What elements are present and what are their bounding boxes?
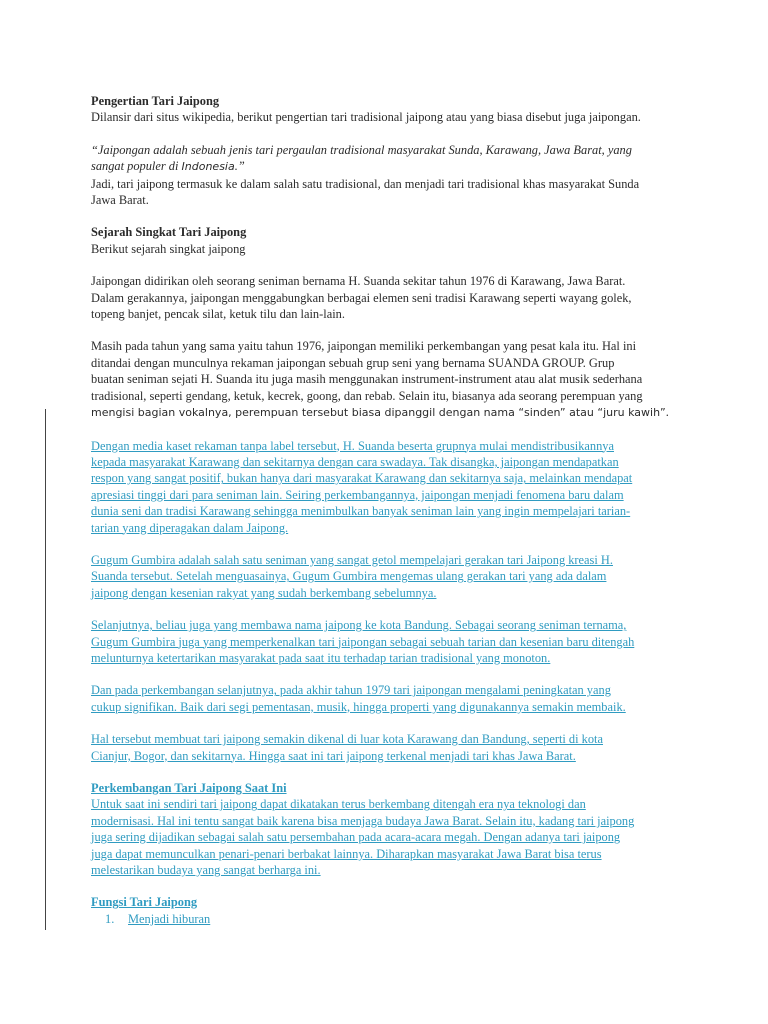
- sejarah-para-7-link[interactable]: [91, 731, 691, 764]
- fungsi-section-link[interactable]: [91, 894, 691, 927]
- text-line: mengisi bagian vokalnya, perempuan tersebut biasa dipanggil dengan nama “sinden” atau “juru kawih”.: [91, 405, 669, 420]
- pengertian-intro: Dilansir dari situs wikipedia, berikut pengertian tari tradisional jaipong atau yang biasa disebut juga jaipongan.: [91, 110, 641, 125]
- text-line: topeng banjet, pencak silat, ketuk tilu dan lain-lain.: [91, 307, 345, 322]
- text-line: buatan seniman sejati H. Suanda itu juga masih menggunakan instrument-instrument atau alat musik sederhana: [91, 372, 643, 387]
- text-line: melestarikan budaya yang sangat berharga ini.: [91, 863, 321, 878]
- perkembangan-section-link[interactable]: [91, 780, 691, 878]
- text-line: Selanjutnya, beliau juga yang membawa nama jaipong ke kota Bandung. Sebagai seorang seniman ternama,: [91, 618, 627, 633]
- heading-perkembangan: Perkembangan Tari Jaipong Saat Ini: [91, 781, 287, 795]
- sejarah-para-1: [91, 273, 691, 322]
- text-line: respon yang sangat positif, bukan hanya dari masyarakat Karawang dan sekitarnya saja, melainkan mendapat: [91, 471, 633, 486]
- quote-line-2: sangat populer di Indonesia.”: [91, 159, 245, 174]
- change-bar: [45, 409, 46, 930]
- text-line: apresiasi tinggi dari para seniman lain. Seiring perkembangannya, jaipongan menjadi fenomena baru dalam: [91, 487, 624, 502]
- pengertian-para-2: Jawa Barat.: [91, 193, 149, 208]
- text-line: Jaipongan didirikan oleh seorang seniman bernama H. Suanda sekitar tahun 1976 di Karawang, Jawa Barat.: [91, 274, 626, 289]
- text-line: Dengan media kaset rekaman tanpa label tersebut, H. Suanda beserta grupnya mulai mendistribusikannya: [91, 438, 614, 453]
- heading-fungsi: Fungsi Tari Jaipong: [91, 895, 198, 910]
- sejarah-para-5-link[interactable]: [91, 617, 691, 666]
- text-line: kepada masyarakat Karawang dan sekitarnya dengan cara swadaya. Tak disangka, jaipongan mendapatkan: [91, 454, 619, 469]
- sejarah-intro: Berikut sejarah singkat jaipong: [91, 241, 246, 256]
- text-line: tradisional, seperti gendang, ketuk, kecrek, goong, dan rebab. Selain itu, biasanya ada seorang perempuan yang: [91, 388, 643, 403]
- indonesia-word: Indonesia: [181, 160, 235, 174]
- text-line: Gugum Gumbira juga yang memperkenalkan tari jaipongan sebagai sebuah tarian dan kesenian baru ditengah: [91, 634, 635, 649]
- text-line: jaipong dengan kesenian rakyat yang sudah berkembang sebelumnya.: [91, 585, 437, 600]
- text-line: Dalam gerakannya, jaipongan menggabungkan berbagai elemen seni tradisi Karawang seperti wayang golek,: [91, 290, 632, 305]
- sejarah-para-6-link[interactable]: [91, 682, 691, 715]
- sejarah-para-2: [91, 338, 691, 421]
- text-line: Suanda tersebut. Setelah menguasainya, Gugum Gumbira mengemas ulang gerakan tari yang ada dalam: [91, 569, 607, 584]
- text-line: melunturnya ketertarikan masyarakat pada saat itu terhadap tarian tradisional yang monoton.: [91, 650, 551, 665]
- pengertian-para-1: Jadi, tari jaipong termasuk ke dalam salah satu tradisional, dan menjadi tari tradisional khas masyarakat Sunda: [91, 176, 640, 191]
- sejarah-para-3-link[interactable]: [91, 438, 691, 536]
- text-line: juga sering dijadikan sebagai salah satu persembahan pada acara-acara megah. Dengan adanya tari jaipong: [91, 830, 621, 845]
- text-line: cukup signifikan. Baik dari segi pementasan, musik, hingga properti yang digunakannya semakin membaik.: [91, 699, 626, 714]
- text-line: ditandai dengan munculnya rekaman jaipongan sebuah grup seni yang bernama SUANDA GROUP. Grup: [91, 355, 615, 370]
- text-line: Untuk saat ini sendiri tari jaipong dapat dikatakan terus berkembang ditengah era nya teknologi dan: [91, 797, 586, 812]
- heading-sejarah: Sejarah Singkat Tari Jaipong: [91, 225, 247, 240]
- text-line: juga dapat memunculkan penari-penari berbakat lainnya. Diharapkan masyarakat Jawa Barat bisa terus: [91, 846, 602, 861]
- text-line: dunia seni dan tradisi Karawang sehingga menimbulkan banyak seniman lain yang ingin mempelajari tarian-: [91, 504, 631, 519]
- document-page: [91, 93, 691, 927]
- list-number: 1.: [105, 911, 115, 926]
- text-line: Gugum Gumbira adalah salah satu seniman yang sangat getol mempelajari gerakan tari Jaipong kreasi H.: [91, 552, 613, 567]
- text-line: Dan pada perkembangan selanjutnya, pada akhir tahun 1979 tari jaipongan mengalami peningkatan yang: [91, 683, 611, 698]
- sejarah-para-4-link[interactable]: [91, 552, 691, 601]
- text-line: Cianjur, Bogor, dan sekitarnya. Hingga saat ini tari jaipong terkenal menjadi tari khas Jawa Barat.: [91, 748, 576, 763]
- list-item: [91, 911, 691, 927]
- text-line: tarian yang diperagakan dalam Jaipong.: [91, 520, 289, 535]
- quote-line-1: “Jaipongan adalah sebuah jenis tari pergaulan tradisional masyarakat Sunda, Karawang, Jawa Barat, yang: [91, 142, 632, 157]
- text-line: modernisasi. Hal ini tentu sangat baik karena bisa menjaga budaya Jawa Barat. Selain itu, kadang tari jaipong: [91, 813, 635, 828]
- heading-pengertian: Pengertian Tari Jaipong: [91, 94, 220, 108]
- text-line: Hal tersebut membuat tari jaipong semakin dikenal di luar kota Karawang dan Bandung, seperti di kota: [91, 732, 603, 747]
- list-item-text: Menjadi hiburan: [128, 911, 211, 926]
- text-line: Masih pada tahun yang sama yaitu tahun 1976, jaipongan memiliki perkembangan yang pesat kala itu. Hal ini: [91, 339, 637, 354]
